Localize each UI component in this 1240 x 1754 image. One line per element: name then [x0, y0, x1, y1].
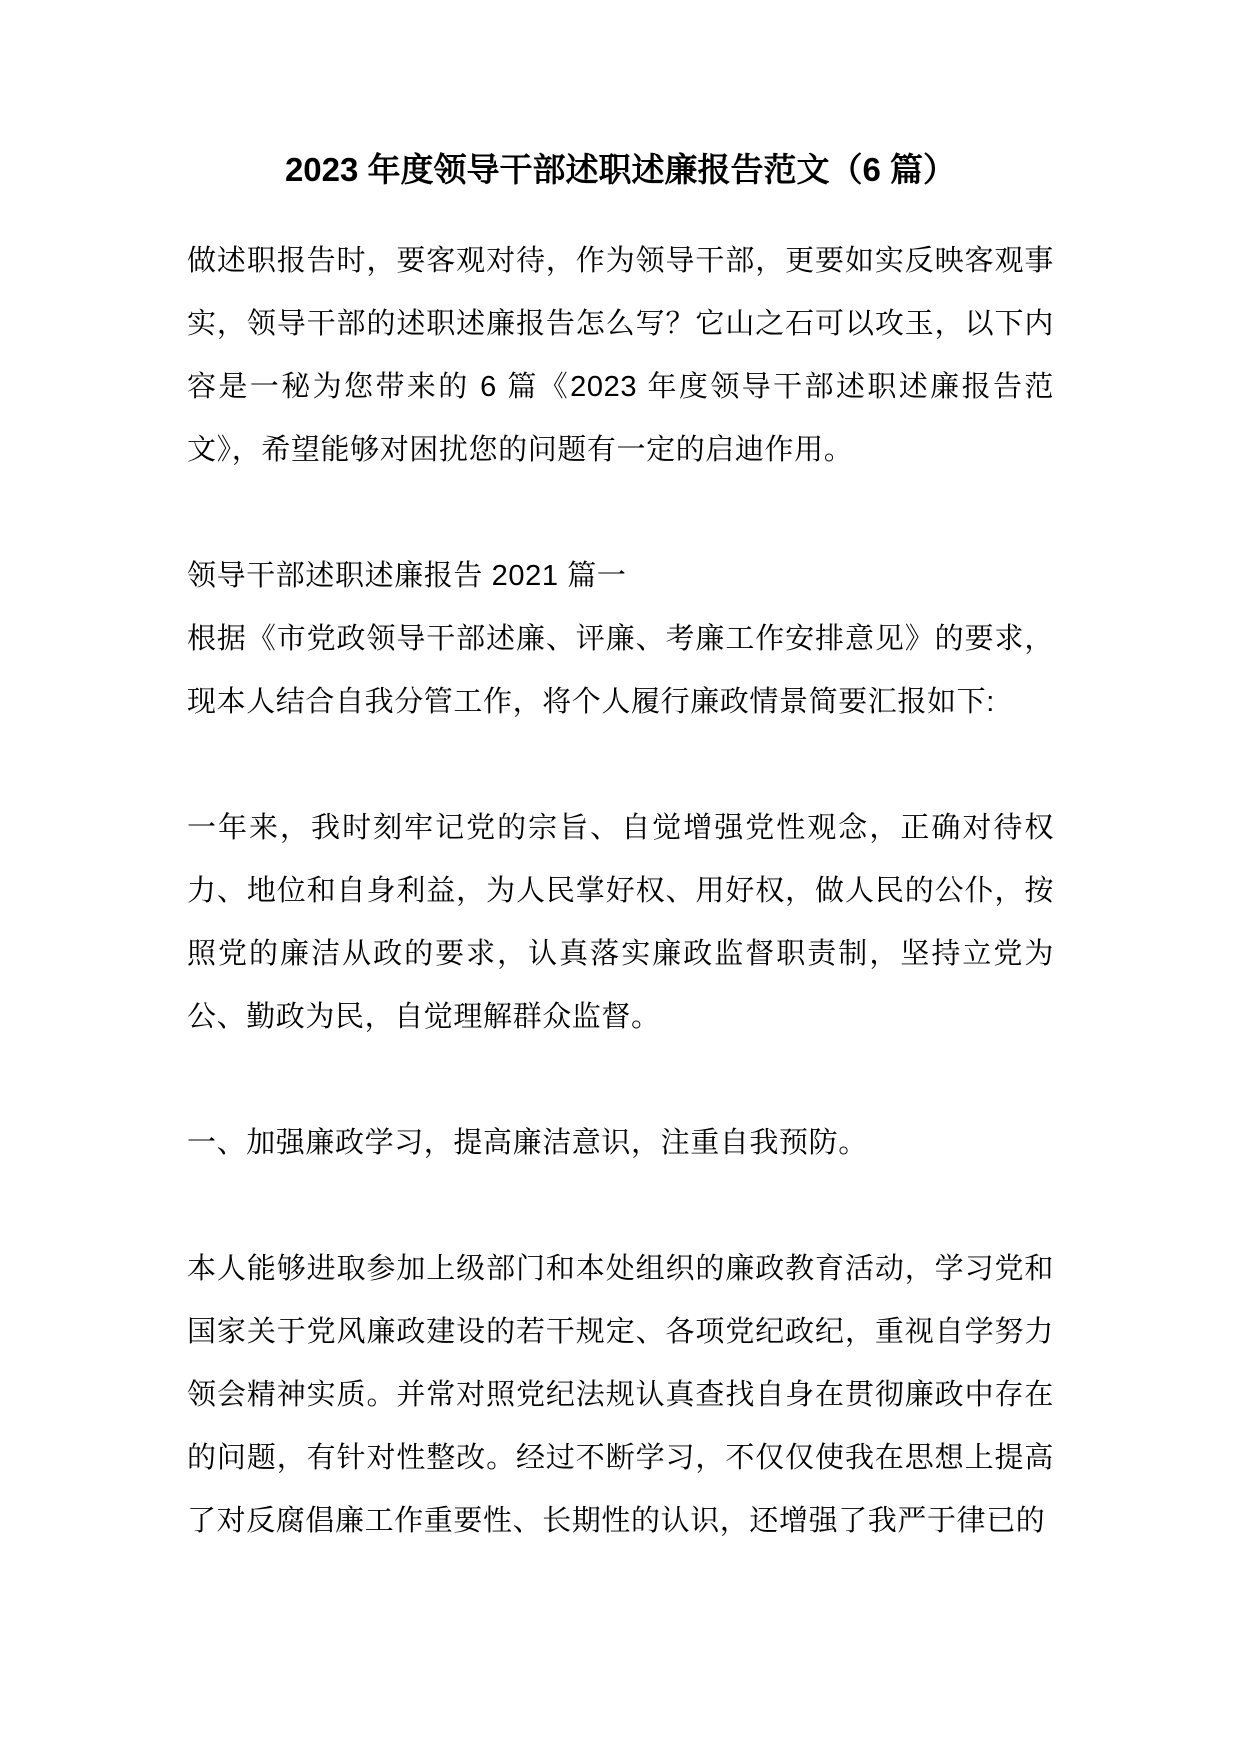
document-title: 2023 年度领导干部述职述廉报告范文（6 篇）: [284, 151, 957, 188]
paragraph: 一、加强廉政学习，提高廉洁意识，注重自我预防。: [187, 1127, 868, 1159]
paragraph: 做述职报告时，要客观对待，作为领导干部，更要如实反映客观事实，领导干部的述职述廉报告怎么写？它山之石可以攻玉，以下内容是一秘为您带来的 6 篇《2023 年度领导干部述职述廉报告范文》，希望能够对困扰您的问题有一定的启迪作用。: [187, 245, 1054, 466]
paragraph: 一年来，我时刻牢记党的宗旨、自觉增强党性观念，正确对待权力、地位和自身利益，为人民掌好权、用好权，做人民的公仆，按照党的廉洁从政的要求，认真落实廉政监督职责制，坚持立党为公、勤政为民，自觉理解群众监督。: [187, 812, 1054, 1033]
paragraph: 根据《市党政领导干部述廉、评廉、考廉工作安排意见》的要求，现本人结合自我分管工作，将个人履行廉政情景简要汇报如下:: [187, 623, 1054, 718]
paragraph: 本人能够进取参加上级部门和本处组织的廉政教育活动，学习党和国家关于党风廉政建设的若干规定、各项党纪政纪，重视自学努力领会精神实质。并常对照党纪法规认真查找自身在贯彻廉政中存在的问题，有针对性整改。经过不断学习，不仅仅使我在思想上提高了对反腐倡廉工作重要性、长期性的认识，还增强了我严于律已的: [187, 1253, 1054, 1537]
paragraph: 领导干部述职述廉报告 2021 篇一: [187, 560, 627, 592]
document-body: [187, 230, 1054, 1553]
